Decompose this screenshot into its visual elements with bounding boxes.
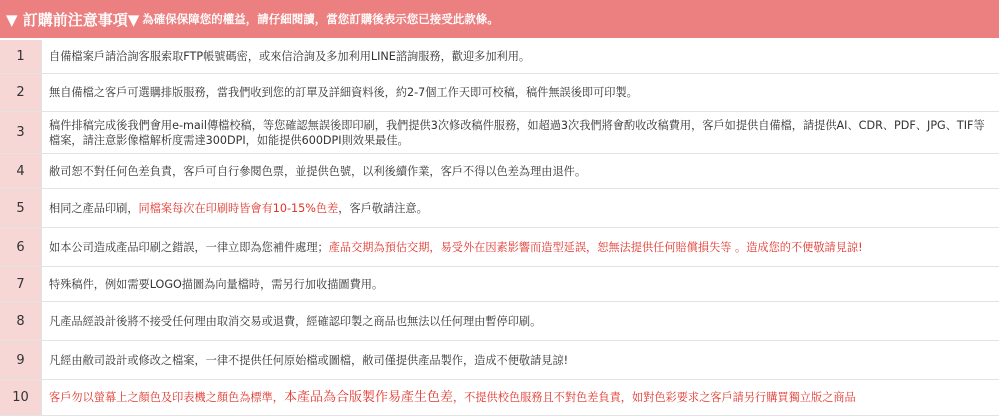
notice-row [0,74,999,112]
notice-number: 10 [0,380,42,415]
notice-text-highlight: 同檔案每次在印刷時皆會有10-15%色差 [138,201,339,215]
notice-text-plain: ，客戶敬請注意。 [338,201,428,215]
notice-number: 8 [0,302,42,340]
notice-title: ▼ 訂購前注意事項▼ [6,10,140,29]
notice-text: 自備檔案戶請洽詢客服索取FTP帳號碼密，或來信洽詢及多加利用LINE諮詢服務，歡迎多加利用。 [49,50,531,63]
notice-header [0,0,999,38]
notice-number: 7 [0,267,42,301]
notice-text-highlight: ，不提供校色服務且不對色差負責，如對色彩要求之客戶請另行購買獨立版之商品 [452,391,856,404]
notice-text: 無自備檔之客戶可選購排版服務，當我們收到您的訂單及詳細資料後，約2-7個工作天即可校稿，稿件無誤後即可印製。 [49,86,638,99]
notice-text [42,380,999,415]
notice-row [0,302,999,341]
notice-row [0,228,999,267]
notice-row [0,380,999,416]
notice-text: 凡產品經設計後將不接受任何理由取消交易或退費，經確認印製之商品也無法以任何理由暫停印刷。 [49,314,542,328]
notice-number: 2 [0,74,42,111]
notice-subtitle: 為確保保障您的權益，請仔細閱讀，當您訂購後表示您已接受此款條。 [142,12,499,26]
notice-text: 稿件排稿完成後我們會用e-mail傳檔校稿，等您確認無誤後即印刷，我們提供3次修改稿件服務，如超過3次我們將會酌收改稿費用，客戶如提供自備檔，請提供AI、CDR、PDF、JPG、TIF等檔案，請注意影像檔解析度需達300DPI，如能提供600DPI則效果最佳。 [49,118,985,147]
notice-text: 凡經由敝司設計或修改之檔案，一律不提供任何原始檔或圖檔，敝司僅提供產品製作，造成不便敬請見諒! [49,353,569,367]
notice-row [0,341,999,380]
notice-row [0,112,999,154]
notice-number: 1 [0,40,42,73]
notice-row [0,189,999,228]
notice-number: 3 [0,112,42,153]
notice-row [0,40,999,74]
notice-row [0,267,999,302]
notice-text-plain: 相同之產品印刷， [49,201,139,215]
notice-text-highlight: 產品交期為預估交期，易受外在因素影響而造型延誤，恕無法提供任何賠償損失等 。造成您的不便敬請見諒! [328,240,863,254]
notice-text: 特殊稿件，例如需要LOGO描圖為向量檔時，需另行加收描圖費用。 [49,277,384,291]
notice-text-plain: 如本公司造成產品印刷之錯誤，一律立即為您補件處理； [49,240,329,254]
notice-text: 敝司恕不對任何色差負責，客戶可自行參閱色票，並提供色號，以利後續作業，客戶不得以色差為理由退件。 [49,164,587,178]
notice-row [0,154,999,189]
notice-list [0,40,999,416]
notice-number: 9 [0,341,42,379]
notice-text [42,228,999,266]
notice-number: 4 [0,154,42,188]
notice-text [42,189,999,227]
notice-text-emphasis: 本產品為合版製作易產生色差 [283,390,453,405]
notice-number: 5 [0,189,42,227]
notice-text-highlight: 客戶勿以螢幕上之顏色及印表機之顏色為標準， [49,391,284,404]
notice-number: 6 [0,228,42,266]
